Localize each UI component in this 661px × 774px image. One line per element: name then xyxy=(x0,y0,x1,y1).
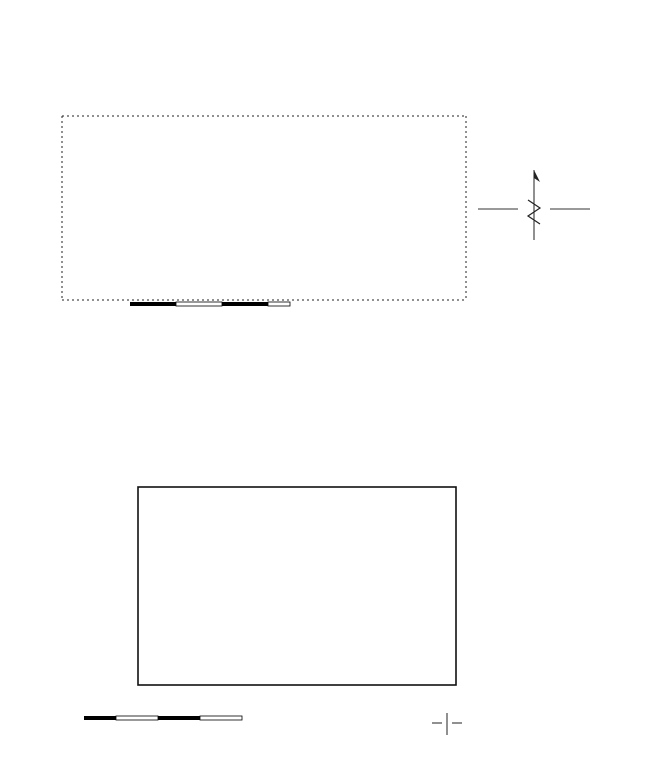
lineament-scale-bar xyxy=(130,302,290,306)
euler-map-frame xyxy=(138,487,456,685)
section-i-heading xyxy=(18,365,38,377)
euler-depth-map-figure xyxy=(58,477,598,749)
section-h-heading xyxy=(18,4,38,16)
euler-scale-bar xyxy=(84,716,242,720)
lineament-map-figure xyxy=(58,112,603,332)
